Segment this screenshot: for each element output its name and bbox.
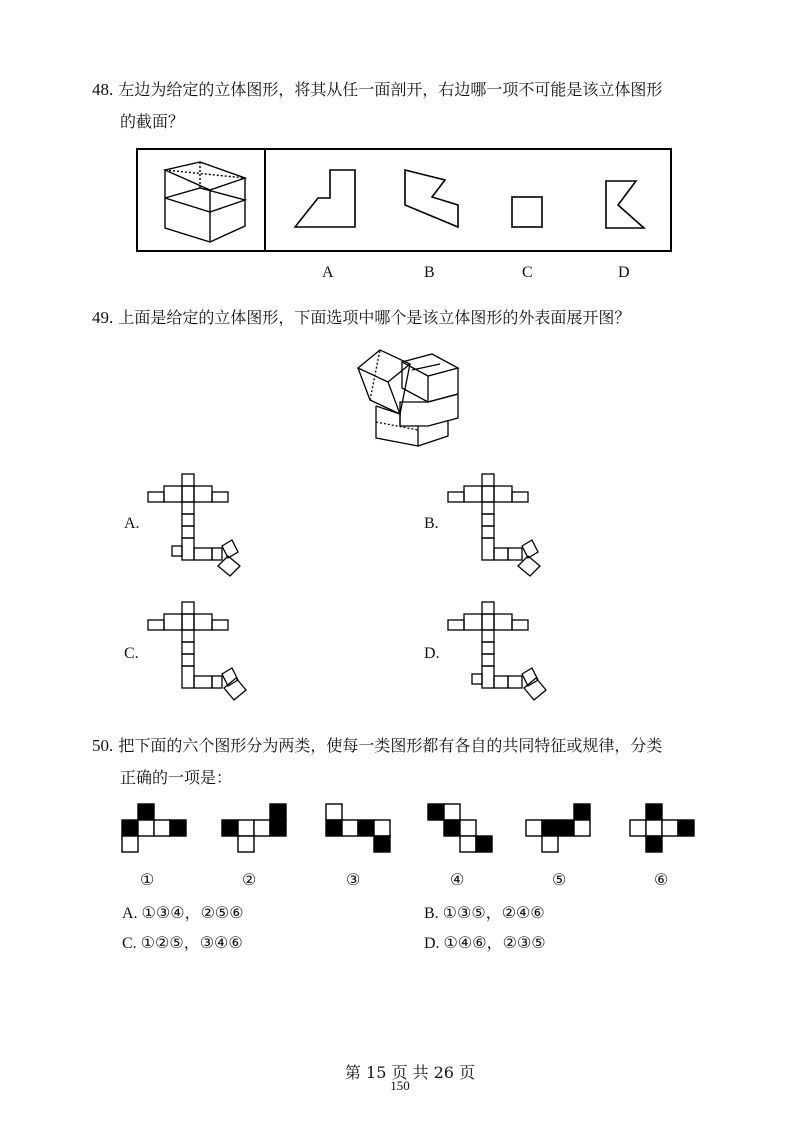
q50-label-4: ④ (450, 872, 465, 889)
q48-number: 48. (92, 80, 114, 99)
q50-answer-d[interactable]: D. ①④⑥，②③⑤ (424, 935, 546, 952)
q50-label-5: ⑤ (552, 872, 567, 889)
q50-figure-5 (526, 804, 590, 852)
q49-number: 49. (92, 308, 114, 327)
q48-option-a[interactable]: A (322, 264, 334, 281)
q48-option-b[interactable]: B (424, 264, 435, 281)
q49-option-a[interactable]: A. (124, 515, 140, 532)
q50-label-1: ① (140, 872, 155, 889)
page-footer-label: 第 15 页 共 26 页 (344, 1063, 476, 1082)
page-number: 150 (390, 1078, 410, 1093)
q50-label-6: ⑥ (654, 872, 669, 889)
q50-answer-c[interactable]: C. ①②⑤，③④⑥ (122, 935, 243, 952)
q50-question: 把下面的六个图形分为两类，使每一类图形都有各自的共同特征或规律，分类 (118, 736, 663, 755)
q49-question: 上面是给定的立体图形，下面选项中哪个是该立体图形的外表面展开图？ (118, 308, 631, 327)
q49-option-b[interactable]: B. (424, 515, 439, 532)
q48-option-d[interactable]: D (618, 264, 630, 281)
q50-answer-a[interactable]: A. ①③④，②⑤⑥ (122, 905, 244, 922)
q50-figure-6 (630, 804, 694, 852)
q50-figure-2 (222, 804, 286, 852)
q50-text-line2: 正确的一项是： (120, 768, 233, 787)
q50-number: 50. (92, 736, 114, 755)
q48-question: 左边为给定的立体图形，将其从任一面剖开，右边哪一项不可能是该立体图形 (118, 80, 663, 99)
q49-option-d[interactable]: D. (424, 645, 440, 662)
q50-figure-1 (122, 804, 186, 852)
q49-option-c[interactable]: C. (124, 645, 139, 662)
q48-option-c[interactable]: C (522, 264, 533, 281)
q50-figure-3 (326, 804, 390, 852)
q50-label-2: ② (242, 872, 257, 889)
q48-text-line2: 的截面？ (120, 112, 185, 131)
q50-figure-4 (428, 804, 492, 852)
q50-label-3: ③ (346, 872, 361, 889)
q50-answer-b[interactable]: B. ①③⑤，②④⑥ (424, 905, 545, 922)
